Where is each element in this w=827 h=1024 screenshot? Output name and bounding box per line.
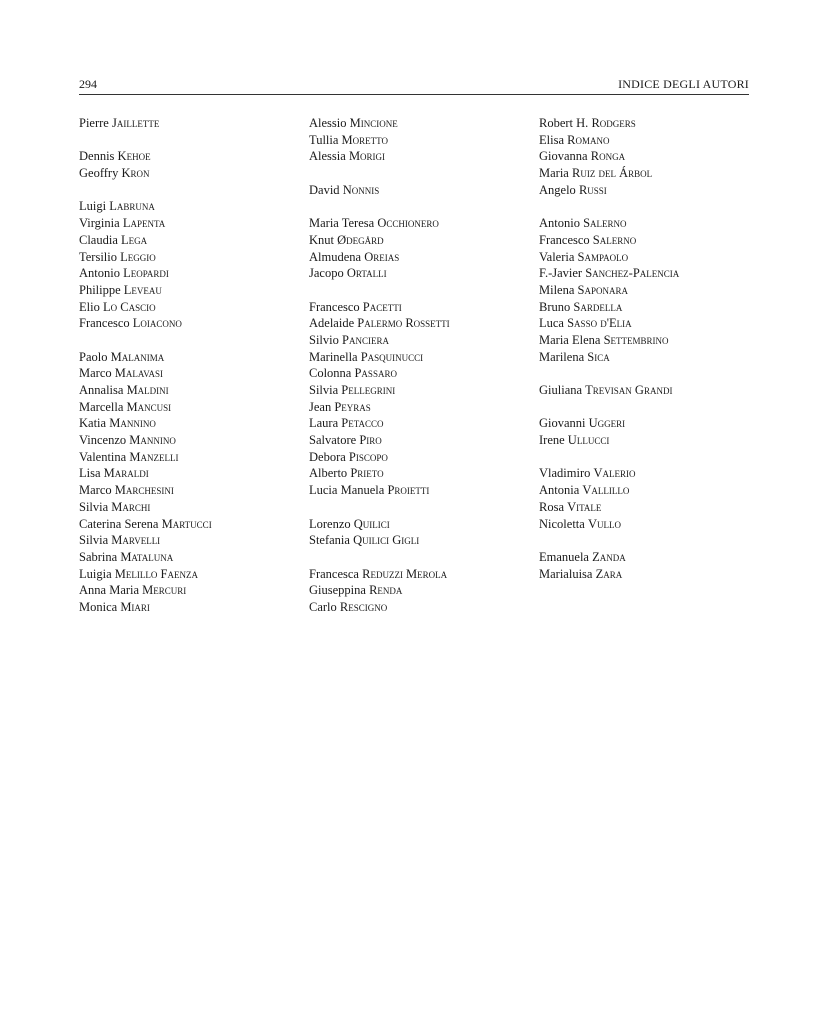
author-entry — [309, 349, 534, 366]
author-first-name: Valentina — [79, 449, 127, 464]
author-first-name: Antonio — [79, 266, 120, 281]
author-first-name: Robert H. — [539, 116, 589, 130]
author-surname: Moretto — [341, 132, 388, 147]
author-first-name: Dennis — [79, 149, 115, 164]
author-first-name: Silvia — [309, 383, 339, 397]
author-surname: Ullucci — [567, 433, 610, 448]
author-entry — [539, 516, 764, 533]
author-first-name: Bruno — [539, 299, 571, 314]
author-first-name: Rosa — [539, 499, 564, 514]
author-surname: Reduzzi Merola — [362, 566, 448, 581]
author-first-name: Emanuela — [539, 549, 589, 564]
author-first-name: Knut — [309, 232, 334, 247]
author-first-name: Luca — [539, 316, 564, 331]
author-surname: Manzelli — [129, 449, 179, 464]
author-entry — [539, 299, 764, 316]
author-first-name: Francesco — [79, 316, 130, 331]
author-surname: Ortalli — [346, 266, 387, 281]
author-surname: Malavasi — [114, 366, 164, 381]
author-entry — [539, 415, 764, 432]
author-first-name: Vincenzo — [79, 433, 127, 448]
author-first-name: Giovanna — [539, 149, 588, 164]
author-first-name: Angelo — [539, 182, 576, 197]
author-entry — [79, 549, 304, 566]
author-entry — [79, 582, 304, 599]
author-surname: Mataluna — [120, 549, 174, 564]
author-surname: Prieto — [350, 466, 384, 481]
author-entry — [79, 365, 304, 382]
author-surname: Sanchez-Palencia — [585, 266, 680, 281]
author-first-name: Marinella — [309, 349, 358, 364]
author-first-name: Francesco — [539, 232, 590, 247]
author-surname: Ruiz del Árbol — [571, 166, 653, 181]
author-surname: Russi — [578, 182, 607, 197]
author-first-name: Milena — [539, 282, 575, 297]
author-surname: Pellegrini — [341, 383, 396, 397]
author-entry — [79, 232, 304, 249]
group-spacer — [309, 499, 534, 516]
author-first-name: Luigi — [79, 199, 107, 214]
author-surname: Piro — [359, 433, 382, 448]
author-entry — [309, 432, 534, 449]
author-surname: Valerio — [593, 466, 636, 481]
author-surname: Mannino — [109, 416, 156, 431]
author-entry — [309, 332, 534, 349]
author-entry — [79, 482, 304, 499]
author-first-name: Lucia Manuela — [309, 483, 385, 498]
author-surname: Nonnis — [342, 182, 380, 197]
author-first-name: Alessia — [309, 149, 346, 164]
author-first-name: Marco — [79, 483, 112, 498]
author-first-name: Giuseppina — [309, 583, 366, 598]
author-entry — [539, 115, 764, 132]
author-column-3 — [539, 115, 764, 582]
author-surname: Labruna — [109, 199, 155, 214]
author-first-name: Colonna — [309, 366, 352, 381]
author-surname: Lapenta — [122, 216, 166, 231]
author-surname: Romano — [567, 132, 610, 147]
author-entry — [309, 582, 534, 599]
author-surname: Trevisan Grandi — [585, 383, 673, 397]
author-surname: Ronga — [590, 149, 626, 164]
author-first-name: Marco — [79, 366, 112, 381]
author-surname: Vitale — [567, 499, 602, 514]
author-entry — [79, 465, 304, 482]
author-first-name: Irene — [539, 433, 565, 448]
author-surname: Oreias — [364, 249, 400, 264]
author-surname: Mannino — [129, 433, 176, 448]
author-entry — [309, 382, 534, 399]
group-spacer — [539, 399, 764, 416]
author-entry — [79, 566, 304, 583]
author-entry — [79, 599, 304, 616]
author-surname: Maraldi — [103, 466, 149, 481]
author-entry — [539, 282, 764, 299]
author-surname: Kehoe — [117, 149, 151, 164]
author-entry — [79, 449, 304, 466]
author-entry — [539, 215, 764, 232]
group-spacer — [539, 449, 764, 466]
author-entry — [79, 198, 304, 215]
author-entry — [539, 148, 764, 165]
author-column-1 — [79, 115, 304, 616]
author-surname: Mancusi — [126, 399, 172, 414]
author-surname: Kron — [121, 166, 150, 181]
author-surname: Sasso d'Elia — [567, 316, 632, 331]
author-entry — [539, 499, 764, 516]
author-entry — [79, 499, 304, 516]
author-entry — [539, 315, 764, 332]
author-surname: Rescigno — [339, 599, 388, 614]
author-entry — [539, 232, 764, 249]
author-surname: Leggio — [120, 249, 156, 264]
author-surname: Palermo Rossetti — [357, 316, 450, 331]
author-entry — [309, 365, 534, 382]
author-entry — [539, 265, 764, 282]
group-spacer — [79, 332, 304, 349]
author-entry — [79, 215, 304, 232]
author-entry — [309, 315, 534, 332]
author-entry — [79, 299, 304, 316]
author-first-name: Valeria — [539, 249, 575, 264]
author-entry — [309, 482, 534, 499]
page-header — [79, 74, 749, 95]
author-surname: Jaillette — [111, 116, 160, 130]
author-surname: Rodgers — [591, 116, 636, 130]
author-surname: Panciera — [342, 332, 389, 347]
author-entry — [309, 465, 534, 482]
author-entry — [539, 432, 764, 449]
author-surname: Salerno — [583, 216, 627, 231]
author-surname: Quilici — [353, 516, 390, 531]
author-surname: Morigi — [348, 149, 386, 164]
author-entry — [539, 566, 764, 583]
author-entry — [539, 132, 764, 149]
author-entry — [79, 349, 304, 366]
author-surname: Uggeri — [588, 416, 626, 431]
author-entry — [309, 148, 534, 165]
author-surname: Miari — [120, 599, 150, 614]
author-surname: Vullo — [587, 516, 621, 531]
author-first-name: David — [309, 182, 340, 197]
author-entry — [79, 265, 304, 282]
author-first-name: Elio — [79, 299, 100, 314]
author-surname: Lega — [121, 232, 148, 247]
author-entry — [309, 399, 534, 416]
author-surname: Melillo Faenza — [114, 566, 198, 581]
author-first-name: Almudena — [309, 249, 362, 264]
author-entry — [79, 382, 304, 399]
group-spacer — [539, 198, 764, 215]
author-first-name: Anna Maria — [79, 583, 140, 598]
group-spacer — [309, 282, 534, 299]
author-first-name: Pierre — [79, 116, 109, 130]
author-first-name: Annalisa — [79, 383, 124, 397]
author-first-name: Antonio — [539, 216, 580, 231]
author-entry — [309, 532, 534, 549]
author-entry — [309, 415, 534, 432]
author-first-name: Adelaide — [309, 316, 355, 331]
author-first-name: Tullia — [309, 132, 339, 147]
author-first-name: Elisa — [539, 132, 564, 147]
author-surname: Mincione — [349, 116, 398, 130]
author-surname: Vallillo — [582, 483, 630, 498]
group-spacer — [309, 165, 534, 182]
author-first-name: Antonia — [539, 483, 580, 498]
group-spacer — [79, 132, 304, 149]
author-entry — [79, 516, 304, 533]
author-first-name: Philippe — [79, 282, 121, 297]
author-first-name: Stefania — [309, 533, 350, 548]
author-entry — [309, 566, 534, 583]
running-head: INDICE DEGLI AUTORI — [618, 77, 749, 91]
author-first-name: Geoffry — [79, 166, 119, 181]
author-surname: Leveau — [123, 282, 162, 297]
author-entry — [309, 182, 534, 199]
author-first-name: Katia — [79, 416, 107, 431]
author-entry — [79, 282, 304, 299]
author-entry — [79, 148, 304, 165]
author-surname: Piscopo — [348, 449, 388, 464]
author-entry — [539, 549, 764, 566]
author-entry — [309, 299, 534, 316]
author-surname: Leopardi — [123, 266, 169, 281]
author-surname: Passaro — [354, 366, 397, 381]
author-first-name: Alessio — [309, 116, 347, 130]
author-surname: Sardella — [573, 299, 623, 314]
author-entry — [79, 399, 304, 416]
author-first-name: Caterina Serena — [79, 516, 159, 531]
author-first-name: Salvatore — [309, 433, 357, 448]
author-first-name: Jean — [309, 399, 332, 414]
author-entry — [79, 249, 304, 266]
author-entry — [79, 315, 304, 332]
author-surname: Settembrino — [603, 332, 669, 347]
author-surname: Petacco — [341, 416, 384, 431]
author-surname: Martucci — [161, 516, 212, 531]
author-first-name: Maria — [539, 166, 569, 181]
author-surname: Zanda — [592, 549, 626, 564]
author-first-name: Luigia — [79, 566, 112, 581]
author-entry — [79, 432, 304, 449]
author-surname: Salerno — [592, 232, 637, 247]
author-entry — [309, 265, 534, 282]
author-entry — [539, 332, 764, 349]
author-entry — [539, 249, 764, 266]
page-number: 294 — [79, 77, 97, 91]
group-spacer — [539, 532, 764, 549]
author-surname: Saponara — [577, 282, 629, 297]
author-surname: Quilici Gigli — [353, 533, 420, 548]
author-first-name: Francesca — [309, 566, 359, 581]
author-first-name: Jacopo — [309, 266, 344, 281]
author-surname: Proietti — [387, 483, 430, 498]
author-first-name: Francesco — [309, 299, 360, 314]
author-first-name: Marilena — [539, 349, 585, 364]
author-surname: Occhionero — [377, 216, 439, 231]
author-first-name: Lisa — [79, 466, 101, 481]
author-entry — [309, 449, 534, 466]
author-surname: Maldini — [126, 383, 169, 397]
author-entry — [309, 132, 534, 149]
author-surname: Mercuri — [142, 583, 187, 598]
author-first-name: Sabrina — [79, 549, 118, 564]
author-entry — [539, 382, 764, 399]
author-surname: Zara — [595, 566, 623, 581]
author-entry — [79, 532, 304, 549]
author-surname: Ødegård — [337, 232, 384, 247]
author-first-name: Giovanni — [539, 416, 586, 431]
author-first-name: Tersilio — [79, 249, 118, 264]
author-first-name: F.-Javier — [539, 266, 583, 281]
author-entry — [539, 482, 764, 499]
author-entry — [539, 182, 764, 199]
author-first-name: Silvia — [79, 499, 109, 514]
author-entry — [539, 349, 764, 366]
author-first-name: Maria Teresa — [309, 216, 375, 231]
author-first-name: Giuliana — [539, 383, 583, 397]
author-entry — [79, 165, 304, 182]
author-entry — [79, 115, 304, 132]
group-spacer — [309, 198, 534, 215]
author-first-name: Carlo — [309, 599, 337, 614]
author-entry — [539, 465, 764, 482]
author-surname: Malanima — [110, 349, 165, 364]
author-first-name: Marialuisa — [539, 566, 593, 581]
author-entry — [79, 415, 304, 432]
author-first-name: Virginia — [79, 216, 120, 231]
author-surname: Renda — [369, 583, 403, 598]
author-surname: Sampaolo — [577, 249, 629, 264]
author-entry — [309, 516, 534, 533]
author-surname: Pasquinucci — [360, 349, 424, 364]
author-first-name: Vladimiro — [539, 466, 591, 481]
author-entry — [309, 249, 534, 266]
author-surname: Pacetti — [362, 299, 402, 314]
author-first-name: Debora — [309, 449, 346, 464]
author-first-name: Monica — [79, 599, 118, 614]
author-first-name: Alberto — [309, 466, 348, 481]
author-first-name: Lorenzo — [309, 516, 351, 531]
author-surname: Marvelli — [111, 533, 161, 548]
group-spacer — [539, 365, 764, 382]
author-first-name: Marcella — [79, 399, 124, 414]
author-first-name: Nicoletta — [539, 516, 585, 531]
author-entry — [309, 115, 534, 132]
author-surname: Lo Cascio — [102, 299, 156, 314]
author-entry — [309, 599, 534, 616]
author-first-name: Silvio — [309, 332, 339, 347]
author-column-2 — [309, 115, 534, 616]
author-surname: Marchesini — [114, 483, 174, 498]
author-first-name: Paolo — [79, 349, 108, 364]
group-spacer — [309, 549, 534, 566]
author-first-name: Maria Elena — [539, 332, 601, 347]
author-first-name: Claudia — [79, 232, 118, 247]
author-surname: Sica — [587, 349, 610, 364]
author-entry — [309, 232, 534, 249]
author-surname: Marchi — [111, 499, 151, 514]
group-spacer — [79, 182, 304, 199]
author-first-name: Laura — [309, 416, 339, 431]
author-entry — [539, 165, 764, 182]
author-surname: Loiacono — [132, 316, 182, 331]
author-surname: Peyras — [334, 399, 371, 414]
author-entry — [309, 215, 534, 232]
author-first-name: Silvia — [79, 533, 109, 548]
